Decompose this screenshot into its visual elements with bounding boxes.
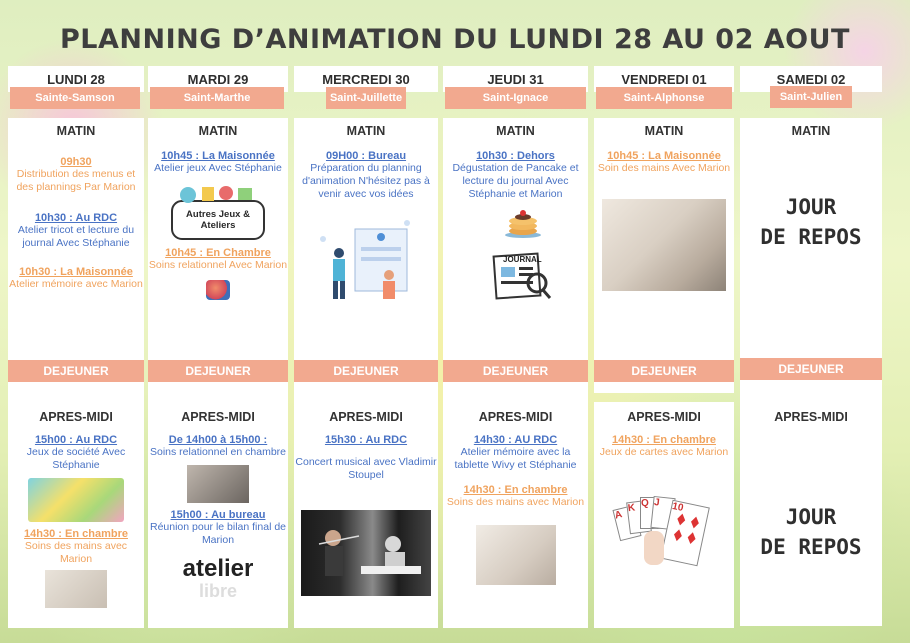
event-time: De 14h00 à 15h00 :: [168, 434, 268, 446]
event-text: Préparation du planning d'animation N'hésitez pas à venir avec vos idées: [302, 162, 430, 200]
apres-midi-card: [594, 402, 734, 628]
dejeuner-banner: DEJEUNER: [294, 360, 438, 382]
event-text: Atelier tricot et lecture du journal Avec Stéphanie: [17, 224, 135, 249]
event-time: 10h30 : Dehors: [476, 150, 555, 162]
day-header: VENDREDI 01: [594, 66, 734, 92]
apres-midi-heading: APRES-MIDI: [627, 410, 701, 424]
event-text: Distribution des menus et des plannings Par Marion: [16, 168, 136, 193]
event-time: 10h45 : La Maisonnée: [607, 150, 721, 162]
matin-heading: MATIN: [644, 124, 684, 138]
apres-midi-heading: APRES-MIDI: [181, 410, 255, 424]
event-text: Jeux de cartes avec Marion: [599, 446, 729, 458]
dejeuner-banner: DEJEUNER: [148, 360, 288, 382]
saint-label: Saint-Alphonse: [596, 87, 732, 109]
event-text: Atelier mémoire avec la tablette Wivy et Stéphanie: [454, 446, 577, 471]
atelier-libre-logo: [148, 557, 288, 601]
saint-label: Saint-Juillette: [326, 87, 406, 109]
saint-label: Saint-Julien: [770, 86, 852, 108]
day-column-samedi: [740, 62, 882, 632]
card-queen: Q: [640, 497, 662, 529]
day-column-mardi: [148, 62, 288, 632]
libre-word: libre: [198, 581, 237, 601]
page-title: PLANNING D’ANIMATION DU LUNDI 28 AU 02 AOUT: [60, 24, 850, 55]
event-text: Soin des mains Avec Marion: [597, 162, 731, 174]
event-time: 09H00 : Bureau: [325, 150, 407, 162]
de-repos-word: DE REPOS: [760, 225, 862, 249]
event-time: 10h30 : Au RDC: [34, 212, 118, 224]
dejeuner-banner: DEJEUNER: [740, 358, 882, 380]
matin-card: [594, 118, 734, 393]
day-column-lundi: [8, 62, 144, 632]
dejeuner-banner: DEJEUNER: [594, 360, 734, 382]
card-jack: J: [650, 496, 675, 530]
event-text: Atelier mémoire avec Marion: [9, 278, 143, 290]
saint-label: Sainte-Samson: [10, 87, 140, 109]
event-time: 14h30 : En chambre: [463, 484, 568, 496]
matin-heading: MATIN: [56, 124, 96, 138]
event-time: 10h30 : La Maisonnée: [19, 266, 133, 278]
violin-piano-icon: [301, 510, 431, 596]
newspaper-illustration: [491, 249, 553, 301]
day-column-vendredi: [594, 62, 734, 632]
games-badge-label: Autres Jeux & Ateliers: [186, 209, 250, 231]
dejeuner-banner: DEJEUNER: [443, 360, 588, 382]
matin-heading: MATIN: [791, 124, 831, 138]
hands-photo: [45, 570, 107, 608]
card-king: K: [626, 500, 652, 534]
event-text: Réunion pour le bilan final de Marion: [149, 521, 286, 546]
apres-midi-card: [740, 400, 882, 626]
apres-midi-heading: APRES-MIDI: [478, 410, 553, 424]
hand-care-photo: [602, 199, 726, 291]
event-time: 14h30 : AU RDC: [473, 434, 558, 446]
jour-word: JOUR: [785, 195, 837, 219]
concert-photo: [301, 510, 431, 596]
event-text: Soins des mains avec Marion: [24, 540, 128, 565]
day-header: SAMEDI 02: [740, 66, 882, 92]
card-hand: [644, 531, 664, 565]
event-time: 09h30: [60, 156, 92, 168]
board-game-image: [28, 478, 124, 522]
dejeuner-banner: DEJEUNER: [8, 360, 144, 382]
matin-heading: MATIN: [346, 124, 386, 138]
event-text: Atelier jeux Avec Stéphanie: [154, 162, 282, 174]
games-bag-image: [168, 183, 268, 241]
journal-word: JOURNAL: [503, 255, 542, 264]
apres-midi-card: [148, 402, 288, 628]
event-time: 10h45 : La Maisonnée: [161, 150, 275, 162]
day-column-mercredi: [294, 62, 438, 632]
event-text: Concert musical avec Vladimir Stoupel: [295, 456, 437, 481]
card-ace: A: [612, 505, 641, 541]
pancake-icon: [503, 209, 543, 239]
event-time: 15h00 : Au RDC: [34, 434, 118, 446]
card-ten: 10: [660, 500, 710, 567]
saint-label: Saint-Ignace: [445, 87, 586, 109]
event-time: 10h45 : En Chambre: [165, 247, 271, 259]
event-time: 15h30 : Au RDC: [324, 434, 408, 446]
apres-midi-heading: APRES-MIDI: [329, 410, 403, 424]
jour-word: JOUR: [785, 505, 837, 529]
care-illustration: [206, 280, 230, 300]
hands-photo: [187, 465, 249, 503]
de-repos-word: DE REPOS: [760, 535, 862, 559]
apres-midi-card: [443, 402, 588, 628]
event-text: Dégustation de Pancake et lecture du journal Avec Stéphanie et Marion: [452, 162, 579, 200]
day-header: LUNDI 28: [8, 66, 144, 92]
calendar-people-icon: [311, 215, 421, 313]
event-text: Soins des mains avec Marion: [446, 496, 585, 508]
planning-illustration: [311, 215, 421, 313]
day-header: MARDI 29: [148, 66, 288, 92]
event-text: Soins relationnel Avec Marion: [148, 259, 288, 271]
apres-midi-heading: APRES-MIDI: [774, 410, 848, 424]
event-time: 15h00 : Au bureau: [170, 509, 266, 521]
pancake-illustration: [503, 209, 543, 239]
event-time: 14h30 : En chambre: [612, 434, 716, 446]
event-text: Soins relationnel en chambre: [150, 446, 286, 458]
day-header: MERCREDI 30: [294, 66, 438, 92]
matin-heading: MATIN: [198, 124, 238, 138]
event-text: Jeux de société Avec Stéphanie: [26, 446, 126, 471]
apres-midi-card: [8, 402, 144, 628]
atelier-word: atelier: [182, 555, 254, 582]
hands-photo: [476, 525, 556, 585]
matin-heading: MATIN: [496, 124, 535, 138]
day-header: JEUDI 31: [443, 66, 588, 92]
event-time: 14h30 : En chambre: [24, 528, 128, 540]
apres-midi-heading: APRES-MIDI: [39, 410, 113, 424]
playing-cards-illustration: [613, 497, 716, 577]
saint-label: Saint-Marthe: [150, 87, 284, 109]
apres-midi-card: [294, 402, 438, 628]
day-column-jeudi: [443, 62, 588, 632]
